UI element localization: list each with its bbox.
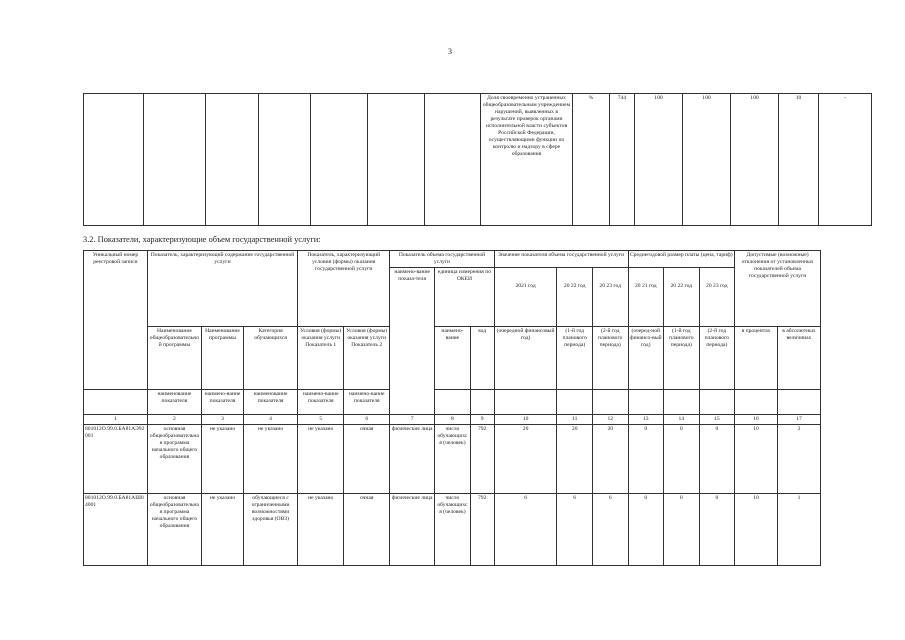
empty-cell xyxy=(470,390,494,414)
row-condition-1: не указано xyxy=(298,424,344,493)
header-category: Категория обучающихся xyxy=(243,327,297,390)
row-deviation-pct: 10 xyxy=(735,424,778,493)
empty-cell xyxy=(84,390,148,414)
column-number: 9 xyxy=(470,414,494,424)
row-registry: 801012О.99.0.БА81АШ04001 xyxy=(84,493,148,565)
column-number: 16 xyxy=(735,414,778,424)
row-condition-2: очная xyxy=(344,424,390,493)
header-in-absolute: в абсолютных величинах xyxy=(777,327,820,390)
row-fee-3: 0 xyxy=(699,424,735,493)
header-volume-unit: единица измерения по ОКЕИ xyxy=(435,268,495,327)
header-content: Показатель, характеризующий содержание государственной услуги xyxy=(147,251,297,327)
quality-deviation-abs: - xyxy=(819,94,872,226)
empty-cell xyxy=(699,390,735,414)
empty-cell xyxy=(777,390,820,414)
header-volume: Показатель объема государственной услуги xyxy=(390,251,495,268)
table-row xyxy=(84,493,821,565)
column-number: 6 xyxy=(344,414,390,424)
row-condition-1: не указано xyxy=(298,493,344,565)
header-condition-1: Условия (формы) оказания услуги Показатель 1 xyxy=(298,327,344,390)
header-program-name: Наименование общеобразовательной программы xyxy=(147,327,201,390)
column-number: 3 xyxy=(202,414,244,424)
column-number: 8 xyxy=(435,414,471,424)
row-deviation-abs: 1 xyxy=(777,493,820,565)
row-indicator: физические лица xyxy=(390,424,435,493)
page-number: 3 xyxy=(448,47,452,56)
header-indicator-name: наименование показателя xyxy=(243,390,297,414)
header-unit-code: код xyxy=(470,327,494,390)
header-in-percent: в процентах xyxy=(735,327,778,390)
header-allowed-deviation: Допустимые (возможные) отклонения от установленных показателей объема государственной услуги xyxy=(735,251,821,327)
empty-cell xyxy=(84,94,144,226)
column-number: 13 xyxy=(628,414,664,424)
row-value-3: 6 xyxy=(592,493,628,565)
row-category: не указано xyxy=(243,424,297,493)
quality-value-2021: 100 xyxy=(635,94,683,226)
row-category: обучающиеся с ограниченными возможностями здоровья (ОВЗ) xyxy=(243,493,297,565)
row-fee-1: 0 xyxy=(628,493,664,565)
header-fee-next-year: (очеред-ной финансо-вый год) xyxy=(628,327,664,390)
column-number: 7 xyxy=(390,414,435,424)
row-unit: число обучающихся (человек) xyxy=(435,424,471,493)
empty-cell xyxy=(557,390,593,414)
header-volume-name: наимено-вание показа-теля xyxy=(390,268,435,414)
header-plan-2: (2-й год планового периода) xyxy=(592,327,628,390)
row-indicator: физические лица xyxy=(390,493,435,565)
row-value-2: 6 xyxy=(557,493,593,565)
quality-deviation-pct: 10 xyxy=(779,94,819,226)
row-value-2: 20 xyxy=(557,424,593,493)
header-volume-values: Значение показателя объема государственной услуги xyxy=(494,251,628,268)
row-code: 792 xyxy=(470,493,494,565)
column-number: 15 xyxy=(699,414,735,424)
empty-cell xyxy=(494,390,557,414)
row-value-1: 6 xyxy=(494,493,557,565)
empty-cell xyxy=(206,94,259,226)
row-fee-1: 0 xyxy=(628,424,664,493)
header-indicator-name: наимено-вание показателя xyxy=(344,390,390,414)
header-avg-fee: Среднегодовой размер платы (цена, тариф) xyxy=(628,251,735,268)
quality-code: 744 xyxy=(610,94,635,226)
header-registry: Уникальный номер реестровой записи xyxy=(84,251,148,390)
row-program: основная общеобразовательная программа начального общего образования xyxy=(147,424,201,493)
column-number-row xyxy=(84,414,821,424)
column-number: 11 xyxy=(557,414,593,424)
empty-cell xyxy=(259,94,311,226)
column-number: 4 xyxy=(243,414,297,424)
empty-cell xyxy=(735,390,778,414)
header-fee-plan-1: (1-й год планового периода) xyxy=(664,327,700,390)
row-deviation-abs: 2 xyxy=(777,424,820,493)
header-fee-2021: 20 21 год xyxy=(628,268,664,327)
column-number: 1 xyxy=(84,414,148,424)
row-value-1: 20 xyxy=(494,424,557,493)
column-number: 14 xyxy=(664,414,700,424)
header-condition-2: Условия (формы) оказания услуги Показатель 2 xyxy=(344,327,390,390)
row-name: не указано xyxy=(202,493,244,565)
volume-table xyxy=(83,250,821,566)
column-number: 5 xyxy=(298,414,344,424)
header-indicator-name: наимено-вание показателя xyxy=(202,390,244,414)
row-program: основная общеобразовательная программа начального общего образования xyxy=(147,493,201,565)
empty-cell xyxy=(368,94,425,226)
empty-cell xyxy=(144,94,206,226)
quality-table xyxy=(83,93,872,226)
section-title: 3.2. Показатели, характеризующие объем государственной услуги: xyxy=(83,235,321,244)
header-plan-1: (1-й год планового периода) xyxy=(557,327,593,390)
empty-cell xyxy=(592,390,628,414)
row-registry: 801012О.99.0.БА81АЭ92001 xyxy=(84,424,148,493)
header-conditions: Показатель, характеризующий условия (формы) оказания государственной услуги xyxy=(298,251,390,327)
column-number: 2 xyxy=(147,414,201,424)
table-row xyxy=(84,424,821,493)
row-fee-3: 0 xyxy=(699,493,735,565)
quality-indicator-name: Доля своевременно устраненных общеобразовательным учреждением нарушений, выявленных в результате проверок органами исполнительной власти субъектов Российской Федерации, осуществляющими функции по контролю и надзору в сфере образования xyxy=(481,94,573,226)
header-next-year: (очередной финансовый год) xyxy=(494,327,557,390)
row-fee-2: 0 xyxy=(664,424,700,493)
row-unit: число обучающихся (человек) xyxy=(435,493,471,565)
header-indicator-name: наименование показателя xyxy=(147,390,201,414)
row-value-3: 20 xyxy=(592,424,628,493)
quality-value-2023: 100 xyxy=(731,94,779,226)
header-unit-name: наимено-вание xyxy=(435,327,471,390)
empty-cell xyxy=(628,390,664,414)
row-deviation-pct: 10 xyxy=(735,493,778,565)
row-fee-2: 0 xyxy=(664,493,700,565)
column-number: 12 xyxy=(592,414,628,424)
row-name: не указано xyxy=(202,424,244,493)
header-year-2023: 20 23 год xyxy=(592,268,628,327)
header-indicator-name: наимено-вание показателя xyxy=(298,390,344,414)
empty-cell xyxy=(435,390,471,414)
row-code: 792 xyxy=(470,424,494,493)
header-name: Наименование программы xyxy=(202,327,244,390)
empty-cell xyxy=(311,94,368,226)
empty-cell xyxy=(664,390,700,414)
row-condition-2: очная xyxy=(344,493,390,565)
header-fee-2023: 20 23 год xyxy=(699,268,735,327)
header-year-2022: 20 22 год xyxy=(557,268,593,327)
header-year-2021: 2021 год xyxy=(494,268,557,327)
column-number: 17 xyxy=(777,414,820,424)
quality-unit: % xyxy=(573,94,610,226)
header-fee-plan-2: (2-й год планового периода) xyxy=(699,327,735,390)
column-number: 10 xyxy=(494,414,557,424)
empty-cell xyxy=(425,94,481,226)
header-fee-2022: 20 22 год xyxy=(664,268,700,327)
quality-value-2022: 100 xyxy=(683,94,731,226)
